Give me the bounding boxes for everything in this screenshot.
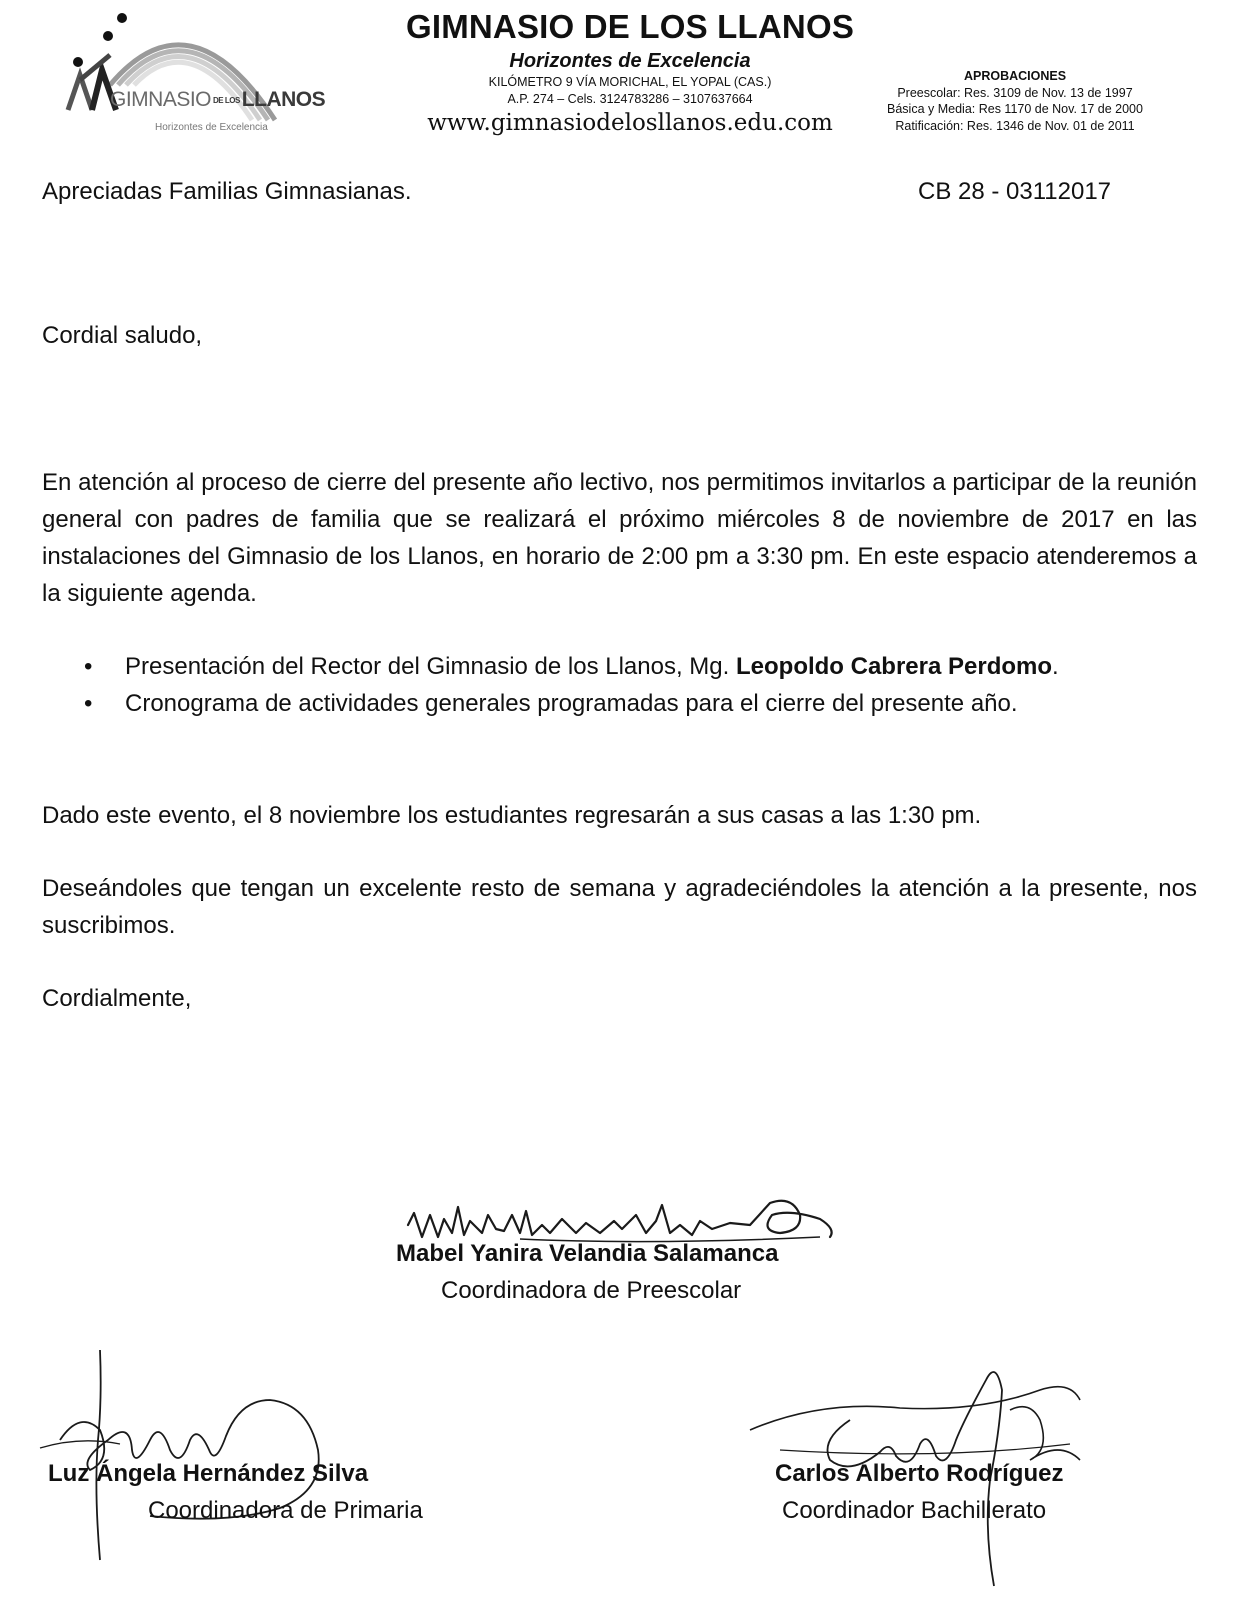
agenda-item-text: Cronograma de actividades generales programadas para el cierre del presente año. [125,690,1018,717]
logo-word-mid: DE LOS [213,95,240,105]
approvals-block [860,68,1170,134]
letter-reference: CB 28 - 03112017 [918,178,1112,205]
letter-greeting: Cordial saludo, [42,322,203,349]
approval-line: Ratificación: Res. 1346 de Nov. 01 de 2011 [895,118,1135,133]
letter-paragraph-2: Dado este evento, el 8 noviembre los estudiantes regresarán a sus casas a las 1:30 pm. [42,802,982,829]
signer-role: Coordinadora de Primaria [148,1497,423,1524]
letter-closing: Cordialmente, [42,985,192,1012]
approvals-title: APROBACIONES [963,69,1067,83]
signer-name: Luz Ángela Hernández Silva [48,1460,369,1487]
school-website: www.gimnasiodelosllanos.edu.com [427,110,833,136]
agenda-item-text: Presentación del Rector del Gimnasio de los Llanos, Mg. [125,653,736,680]
logo-wordmark [110,88,325,112]
bullet-icon: • [84,653,93,680]
signer-name: Carlos Alberto Rodríguez [775,1460,1064,1487]
signer-name: Mabel Yanira Velandia Salamanca [396,1240,779,1267]
school-address: KILÓMETRO 9 VÍA MORICHAL, EL YOPAL (CAS.) [488,75,772,89]
school-motto: Horizontes de Excelencia [509,50,751,72]
agenda-item [42,685,1197,722]
school-phones: A.P. 274 – Cels. 3124783286 – 3107637664 [507,92,753,106]
approval-line: Preescolar: Res. 3109 de Nov. 13 de 1997 [897,85,1133,100]
agenda-item [42,648,1197,685]
approval-line: Básica y Media: Res 1170 de Nov. 17 de 2000 [887,102,1143,116]
logo-word-left: GIMNASIO [110,88,212,111]
signer-role: Coordinadora de Preescolar [441,1277,742,1304]
agenda-list [42,648,1197,722]
signature-luz-icon [40,1340,360,1570]
signer-role: Coordinador Bachillerato [782,1497,1047,1524]
agenda-item-text-end: . [1052,653,1059,680]
letter-paragraph-3: Deseándoles que tengan un excelente resto de semana y agradeciéndoles la atención a la presente, nos suscribimos. [42,875,1197,939]
bullet-icon: • [84,690,93,717]
letter-addressee: Apreciadas Familias Gimnasianas. [42,178,412,205]
rector-name: Leopoldo Cabrera Perdomo [735,653,1053,680]
logo-tagline: Horizontes de Excelencia [155,122,268,133]
logo-word-right: LLANOS [241,88,326,111]
letter-paragraph-1: En atención al proceso de cierre del presente año lectivo, nos permitimos invitarlos a participar de la reunión general con padres de familia que se realizará el próximo miércoles 8 de noviembre de 2017 en las instalaciones del Gimnasio de los Llanos, en horario de 2:00 pm a 3:30 pm. En este espacio atenderemos a la siguiente agenda. [42,469,1197,607]
school-name: GIMNASIO DE LOS LLANOS [405,8,855,45]
school-logo [40,0,340,150]
